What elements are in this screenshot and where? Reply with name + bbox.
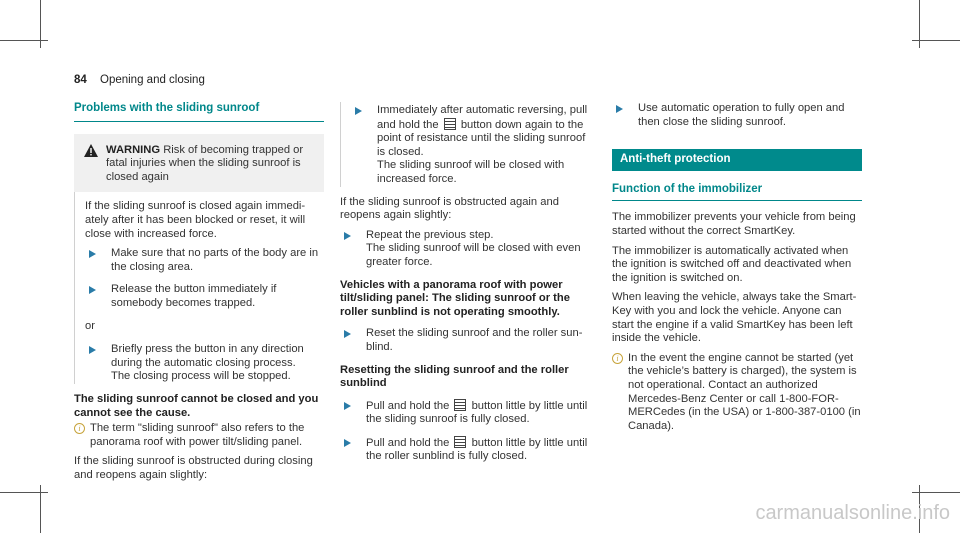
step-block xyxy=(340,102,590,187)
section-heading: Problems with the sliding sunroof xyxy=(74,102,324,122)
sunroof-button-icon xyxy=(454,399,466,411)
info-icon: i xyxy=(74,423,85,434)
step-item xyxy=(340,436,590,464)
sunroof-button-icon xyxy=(444,118,456,130)
step-item xyxy=(340,399,590,427)
section-title: Opening and closing xyxy=(100,74,205,86)
column-middle xyxy=(340,102,590,473)
crop-mark xyxy=(912,492,960,493)
paragraph: If the sliding sunroof is obstructed during closing and reopens again slightly: xyxy=(74,455,313,481)
step-text: button little by little until the roller sunblind is fully closed. xyxy=(366,436,588,463)
step-item xyxy=(85,343,324,384)
step-item xyxy=(85,283,324,310)
step-text: button little by little until the sliding sunroof is fully closed. xyxy=(366,399,588,426)
step-item xyxy=(340,229,590,270)
step-result: The sliding sunroof will be closed with increased force. xyxy=(377,159,565,185)
arrow-icon xyxy=(344,439,351,447)
paragraph: When leaving the vehicle, always take the Smart- Key with you and lock the vehicle. Anyone can start the engine if a valid SmartKey has been left inside the vehicle. xyxy=(612,291,857,345)
problem-heading: Vehicles with a panorama roof with power tilt/sliding panel: The sliding sunroof or the roller sunblind is not operating smoothly. xyxy=(340,278,570,318)
step-text: Briefly press the button in any direction during the automatic closing process. xyxy=(111,343,304,369)
arrow-icon xyxy=(355,107,362,115)
step-text: Repeat the previous step. xyxy=(366,228,494,241)
arrow-icon xyxy=(344,232,351,240)
arrow-icon xyxy=(89,286,96,294)
watermark: carmanualsonline.info xyxy=(755,502,950,524)
crop-mark xyxy=(0,492,48,493)
arrow-icon xyxy=(344,402,351,410)
arrow-icon xyxy=(344,330,351,338)
paragraph: The immobilizer is automatically activated when the ignition is switched off and deactivated when the ignition is switched on. xyxy=(612,244,852,284)
warning-icon xyxy=(84,144,98,157)
step-text: Release the button immediately if somebody becomes trapped. xyxy=(111,283,277,309)
crop-mark xyxy=(0,40,48,41)
step-text: Pull and hold the xyxy=(366,399,450,412)
step-result: The closing process will be stopped. xyxy=(111,370,291,383)
paragraph: If the sliding sunroof is obstructed again and reopens again slightly: xyxy=(340,195,559,222)
paragraph: The immobilizer prevents your vehicle from being started without the correct SmartKey. xyxy=(612,211,856,237)
step-item xyxy=(85,247,324,274)
chapter-band: Anti-theft protection xyxy=(612,149,862,171)
step-text: Pull and hold the xyxy=(366,436,450,449)
arrow-icon xyxy=(616,105,623,113)
info-icon: i xyxy=(612,353,623,364)
crop-mark xyxy=(912,40,960,41)
problem-heading: The sliding sunroof cannot be closed and you cannot see the cause. xyxy=(74,392,319,419)
column-left xyxy=(74,102,324,488)
arrow-icon xyxy=(89,346,96,354)
page-number: 84 xyxy=(74,74,87,86)
page-header xyxy=(74,74,205,86)
warning-box xyxy=(74,134,324,193)
note xyxy=(612,352,862,434)
warning-body xyxy=(74,192,324,384)
column-right xyxy=(612,102,862,433)
subsection-heading: Function of the immobilizer xyxy=(612,183,862,202)
step-text: Make sure that no parts of the body are in the closing area. xyxy=(111,247,319,273)
step-result: The sliding sunroof will be closed with even greater force. xyxy=(366,242,581,268)
step-text: Immediately after automatic reversing, pull and hold the xyxy=(377,104,588,131)
paragraph: If the sliding sunroof is closed again immedi- ately after it has been blocked or reset, it will close with increased force. xyxy=(85,200,306,240)
step-text: Use automatic operation to fully open and then close the sliding sunroof. xyxy=(638,102,845,128)
step-item xyxy=(340,327,590,354)
step-text: Reset the sliding sunroof and the roller sun- blind. xyxy=(366,327,583,353)
step-item xyxy=(351,104,590,187)
arrow-icon xyxy=(89,250,96,258)
note-text: In the event the engine cannot be started (yet the vehicle’s battery is charged), the system is not operational. Contact an authorized Mercedes-Benz Center or call 1-800-FOR-MERCedes (in the USA) or 1-800-387-0100 (in Canada). xyxy=(628,351,861,432)
procedure-heading: Resetting the sliding sunroof and the roller sunblind xyxy=(340,363,569,390)
or-text: or xyxy=(85,319,95,332)
step-text: button down again to the point of resistance until the sliding sunroof is closed. xyxy=(377,118,586,158)
warning-label: WARNING xyxy=(106,143,161,156)
sunroof-button-icon xyxy=(454,436,466,448)
warning-text: Risk of becoming trapped or fatal injuries when the sliding sunroof is closed again xyxy=(106,143,304,183)
step-item xyxy=(612,102,862,129)
note xyxy=(74,422,324,449)
note-text: The term "sliding sunroof" also refers to the panorama roof with power tilt/sliding panel. xyxy=(90,422,305,448)
